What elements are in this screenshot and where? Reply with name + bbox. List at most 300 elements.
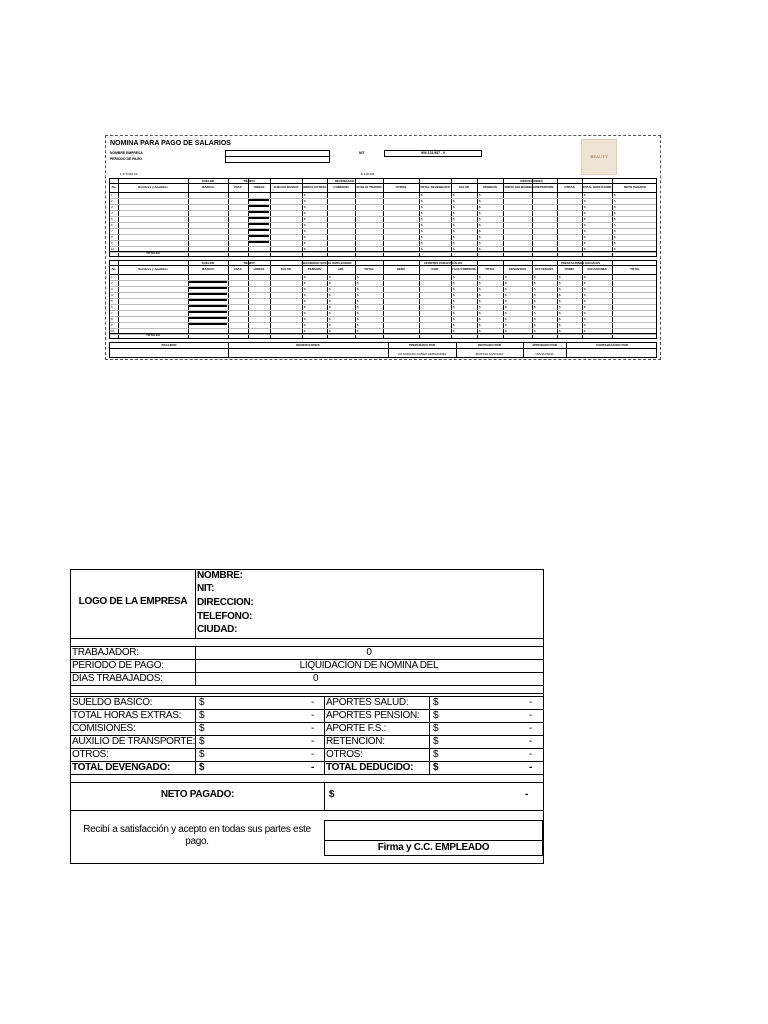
group-header-line [110,265,656,266]
acceptance-text: Recibí a satisfacción y acepto en todas sus partes este pago. [83,824,311,847]
currency-cell: $ [304,211,306,215]
currency-cell: $ [453,235,455,239]
signature-role: APROBADO POR [532,343,557,347]
hours-marker [249,205,269,207]
nit-field[interactable]: 900.123.987 - 9 [384,150,482,157]
currency-cell: $ [505,281,507,285]
total-deducted-label: TOTAL DEDUCIDO: [326,762,414,773]
row-number: 10 [111,247,115,251]
currency-cell: $ [614,247,616,251]
currency-cell: $ [534,293,536,297]
currency-cell: $ [304,311,306,315]
earning-currency: $ [199,736,205,747]
currency-cell: $ [534,287,536,291]
column-divider [302,261,303,338]
currency-cell: $ [304,199,306,203]
currency-cell: $ [584,223,586,227]
column-divider [451,261,452,338]
earning-value: - [311,749,315,760]
hours-marker [249,241,269,243]
currency-cell: $ [534,329,536,333]
currency-cell: $ [453,223,455,227]
currency-cell: $ [453,317,455,321]
currency-cell: $ [584,193,586,197]
currency-cell: $ [534,317,536,321]
company-label: NOMBRE EMPRESA [110,151,143,155]
row-line [110,240,656,241]
currency-cell: $ [584,299,586,303]
hours-marker [249,235,269,237]
currency-cell: $ [584,329,586,333]
currency-cell: $ [453,293,455,297]
column-header: Nombres y Apellidos [138,267,168,271]
signature-name: MARTHA SANCHEZ [475,352,504,356]
currency-cell: $ [584,229,586,233]
signature-name: DIANA PEÑA [535,352,554,356]
currency-cell: $ [479,229,481,233]
currency-cell: $ [584,293,586,297]
currency-cell: $ [453,299,455,303]
column-header: SENA [396,267,406,271]
column-header: COMISION [333,185,349,189]
row-number: 7 [111,311,113,315]
earning-currency: $ [199,697,205,708]
row-line [110,252,656,253]
column-divider [383,261,384,338]
currency-cell: $ [584,247,586,251]
currency-cell: $ [421,193,423,197]
column-divider [477,261,478,338]
row-line [110,210,656,211]
currency-cell: $ [584,199,586,203]
currency-cell: $ [479,317,481,321]
earning-value: - [311,723,315,734]
hours-marker [249,223,269,225]
currency-cell: $ [329,305,331,309]
deduction-currency: $ [433,710,439,721]
signature-header-line [110,348,656,349]
currency-cell: $ [329,317,331,321]
currency-cell: $ [453,247,455,251]
currency-cell: $ [584,323,586,327]
earning-currency: $ [199,749,205,760]
row-number: 8 [111,317,113,321]
currency-cell: $ [453,329,455,333]
worker-value[interactable]: 0 [366,647,372,658]
group-header: TIEMPO [243,261,255,265]
column-divider [228,261,229,338]
currency-cell: $ [453,199,455,203]
column-divider [477,179,478,256]
group-header: DEDUCCIONES [520,179,543,183]
deduction-value: - [529,723,533,734]
currency-cell: $ [505,305,507,309]
company-logo [581,139,617,175]
column-header: AUXILIO TRANSP. [356,185,382,189]
currency-cell: $ [304,281,306,285]
currency-cell: $ [329,311,331,315]
earnings-deductions-table [109,178,657,257]
column-header: SALUD [458,185,470,189]
currency-cell: $ [421,223,423,227]
currency-cell: $ [357,323,359,327]
currency-cell: $ [584,211,586,215]
currency-cell: $ [304,305,306,309]
period-field[interactable] [225,156,330,163]
currency-cell: $ [357,299,359,303]
deduction-value: - [529,736,533,747]
column-header: HORAS [253,267,265,271]
period-value[interactable]: LIQUIDACION DE NOMINA DEL [299,660,439,671]
row-line [110,328,656,329]
currency-cell: $ [505,299,507,303]
row-number: 4 [111,293,113,297]
earning-label: TOTAL HORAS EXTRAS: [72,710,182,721]
currency-cell: $ [421,235,423,239]
column-header: PRIMA [564,267,575,271]
currency-cell: $ [534,275,536,279]
signature-label: Firma y C.C. EMPLEADO [377,842,490,853]
total-earned-currency: $ [199,762,205,773]
row-number: 8 [111,235,113,239]
deduction-currency: $ [433,697,439,708]
column-divider [248,261,249,338]
column-header: DIAS [234,185,242,189]
column-header: HORAS EXTRAS [302,185,327,189]
currency-cell: $ [304,193,306,197]
hours-marker [189,323,227,325]
signature-name: LIZ ADRIANA NUÑEZ HERNANDEZ [397,352,447,356]
signature-role: BENEFICIARIOS [296,343,320,347]
hours-marker [249,229,269,231]
row-number: 5 [111,299,113,303]
currency-cell: $ [357,329,359,333]
currency-cell: $ [421,229,423,233]
currency-cell: $ [479,311,481,315]
company-address-label: DIRECCION: [197,597,254,608]
currency-cell: $ [453,217,455,221]
currency-cell: $ [453,323,455,327]
totals-label: TOTALES [146,333,160,337]
currency-cell: $ [559,281,561,285]
worker-label: TRABAJADOR: [72,647,139,658]
currency-cell: $ [304,235,306,239]
currency-cell: $ [559,323,561,327]
deduction-label: RETENCION: [326,736,385,747]
company-phone-label: TELEFONO: [197,611,253,622]
column-header: Nombres y Apellidos [138,185,168,189]
hours-marker [249,199,269,201]
column-header: BASICO [202,185,214,189]
column-divider [270,261,271,338]
signature-role: PREPARADO POR [408,343,436,347]
company-nit-label: NIT: [197,583,215,594]
row-number: 1 [111,193,113,197]
column-header: SALUD [280,267,292,271]
days-value[interactable]: 0 [313,673,319,684]
column-header: No. [111,267,117,271]
column-header: HORAS [253,185,265,189]
currency-cell: $ [453,311,455,315]
sheet-title: NOMINA PARA PAGO DE SALARIOS [110,140,231,147]
currency-cell: $ [329,299,331,303]
column-header: NETO PAGADO [623,185,647,189]
row-line [110,216,656,217]
group-header: APORTES PARAFISCALES [423,261,463,265]
currency-cell: $ [453,229,455,233]
column-header: ARL [337,267,345,271]
currency-cell: $ [357,275,359,279]
currency-cell: $ [453,287,455,291]
currency-cell: $ [584,305,586,309]
currency-cell: $ [304,275,306,279]
column-divider [355,179,356,256]
currency-cell: $ [479,275,481,279]
currency-cell: $ [584,205,586,209]
currency-cell: $ [304,287,306,291]
earning-currency: $ [199,723,205,734]
signature-role: PAGADOR [161,343,177,347]
currency-cell: $ [584,217,586,221]
currency-cell: $ [357,317,359,321]
row-number: 9 [111,241,113,245]
column-divider [228,179,229,256]
column-header: OTROS [395,185,407,189]
currency-cell: $ [505,275,507,279]
currency-cell: $ [304,329,306,333]
column-divider [355,261,356,338]
row-line [110,246,656,247]
net-paid-value: - [525,789,529,800]
logo-text: BEAUTY [590,154,608,159]
column-divider [327,179,328,256]
currency-cell: $ [584,287,586,291]
column-header: PENSION [483,185,497,189]
currency-cell: $ [304,293,306,297]
group-header: SUELDO [201,261,215,265]
hours-marker [189,293,227,295]
column-divider [327,261,328,338]
currency-cell: $ [479,217,481,221]
column-header: DIAS [234,267,242,271]
currency-cell: $ [505,329,507,333]
column-header: VACACIONES [587,267,607,271]
payroll-sheet [105,135,661,360]
currency-cell: $ [357,305,359,309]
deduction-value: - [529,697,533,708]
column-divider [383,179,384,256]
column-header: TOTAL DEVENGADO [420,185,450,189]
currency-cell: $ [479,241,481,245]
hours-marker [189,305,227,307]
currency-cell: $ [505,311,507,315]
transport-allowance: $ 140.606 [361,172,375,176]
currency-cell: $ [534,323,536,327]
currency-cell: $ [479,205,481,209]
deduction-label: APORTES SALUD: [326,697,409,708]
total-deducted-value: - [529,762,533,773]
row-number: 3 [111,205,113,209]
column-divider [557,179,558,256]
column-divider [451,179,452,256]
currency-cell: $ [421,199,423,203]
currency-cell: $ [614,193,616,197]
column-header: INT.CESANT. [535,267,554,271]
currency-cell: $ [304,241,306,245]
currency-cell: $ [505,317,507,321]
column-divider [419,261,420,338]
group-header: SEGURIDAD SOCIAL EMPLEADOR [301,261,352,265]
signature-strip [109,342,657,358]
currency-cell: $ [534,305,536,309]
hours-marker [249,211,269,213]
totals-label: TOTALES [146,251,160,255]
column-header: PENSION [307,267,322,271]
currency-cell: $ [584,311,586,315]
currency-cell: $ [534,281,536,285]
earning-label: COMISIONES: [72,723,136,734]
column-divider [582,179,583,256]
column-header: TOTAL [364,267,374,271]
currency-cell: $ [614,199,616,203]
currency-cell: $ [505,323,507,327]
currency-cell: $ [479,287,481,291]
currency-cell: $ [357,311,359,315]
header-line [110,192,656,193]
group-header: DEVENGADO [334,179,355,183]
currency-cell: $ [329,281,331,285]
currency-cell: $ [304,247,306,251]
column-divider [118,179,119,256]
currency-cell: $ [329,329,331,333]
currency-cell: $ [304,323,306,327]
column-header: OTRAS [564,185,575,189]
currency-cell: $ [479,281,481,285]
deduction-label: OTROS: [326,749,363,760]
row-line [110,334,656,335]
currency-cell: $ [584,241,586,245]
earning-label: OTROS: [72,749,109,760]
currency-cell: $ [479,329,481,333]
currency-cell: $ [304,317,306,321]
currency-cell: $ [479,323,481,327]
row-number: 2 [111,199,113,203]
net-paid-currency: $ [329,789,335,800]
group-header: PRESTACIONES SOCIALES [560,261,601,265]
currency-cell: $ [421,247,423,251]
currency-cell: $ [559,293,561,297]
column-header: TOTAL [630,267,640,271]
currency-cell: $ [559,275,561,279]
currency-cell: $ [329,293,331,297]
column-divider [612,179,613,256]
total-earned-label: TOTAL DEVENGADO: [72,762,170,773]
earning-label: AUXILIO DE TRANSPORTE: [72,736,196,747]
currency-cell: $ [614,229,616,233]
currency-cell: $ [505,287,507,291]
hours-marker [189,317,227,319]
row-number: 2 [111,281,113,285]
currency-cell: $ [304,299,306,303]
row-number: 10 [111,329,115,333]
total-deducted-currency: $ [433,762,439,773]
row-number: 3 [111,287,113,291]
column-divider [582,261,583,338]
deduction-value: - [529,749,533,760]
column-divider [302,179,303,256]
column-divider [612,261,613,338]
currency-cell: $ [479,211,481,215]
totals-line [110,251,656,252]
currency-cell: $ [304,223,306,227]
group-header: TIEMPO [243,179,255,183]
deduction-currency: $ [433,723,439,734]
currency-cell: $ [329,323,331,327]
currency-cell: $ [357,293,359,297]
deduction-currency: $ [433,736,439,747]
column-header: TOTAL [485,267,495,271]
currency-cell: $ [479,305,481,309]
earning-value: - [311,697,315,708]
row-line [110,198,656,199]
column-divider [532,261,533,338]
hours-marker [189,281,227,283]
currency-cell: $ [614,217,616,221]
column-divider [270,179,271,256]
currency-cell: $ [421,217,423,221]
currency-cell: $ [479,299,481,303]
row-line [110,222,656,223]
column-divider [419,179,420,256]
currency-cell: $ [453,193,455,197]
logo-placeholder: LOGO DE LA EMPRESA [78,596,188,607]
currency-cell: $ [453,211,455,215]
currency-cell: $ [421,205,423,209]
currency-cell: $ [453,281,455,285]
currency-cell: $ [584,317,586,321]
min-wage: 1.379.951,00 [120,172,138,176]
currency-cell: $ [357,281,359,285]
row-line [110,204,656,205]
signature-role: REVISADO POR [477,343,501,347]
column-header: CESANTIAS [508,267,527,271]
currency-cell: $ [534,299,536,303]
currency-cell: $ [304,217,306,221]
column-divider [188,179,189,256]
signature-role: CONTABILIZADO POR [596,343,628,347]
row-line [110,234,656,235]
company-city-label: CIUDAD: [197,624,238,635]
currency-cell: $ [304,205,306,209]
earning-label: SUELDO BASICO: [72,697,153,708]
currency-cell: $ [479,293,481,297]
currency-cell: $ [329,287,331,291]
payslip-receipt [70,569,544,864]
deduction-currency: $ [433,749,439,760]
column-divider [532,179,533,256]
currency-cell: $ [479,193,481,197]
currency-cell: $ [614,211,616,215]
row-number: 6 [111,305,113,309]
currency-cell: $ [614,205,616,209]
period-label: PERIODO DE PAGO [110,157,142,161]
earning-currency: $ [199,710,205,721]
currency-cell: $ [479,235,481,239]
nit-label: NIT [359,151,365,155]
currency-cell: $ [421,241,423,245]
totals-line [110,333,656,334]
column-header: TOTAL DEDUCCION [582,185,612,189]
